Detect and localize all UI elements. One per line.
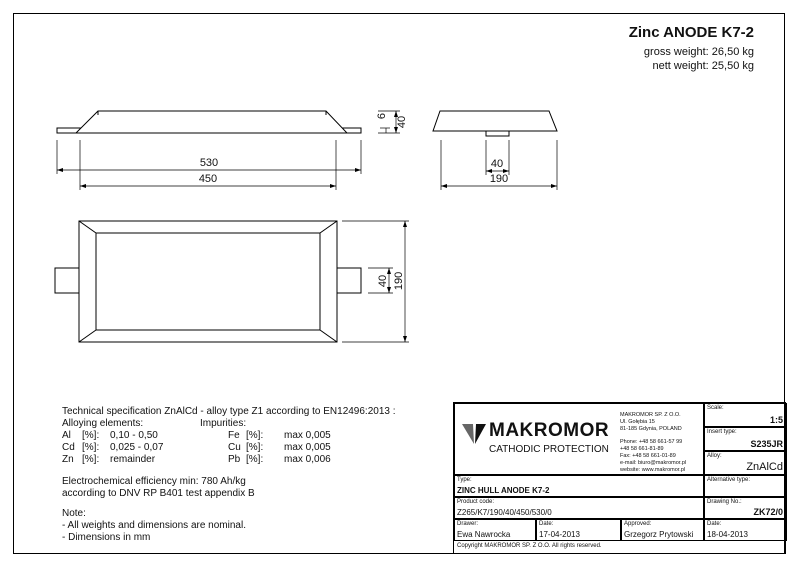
alloy-cell <box>704 451 787 475</box>
copyright: Copyright MAKROMOR SP. Z O.O. All rights reserved. <box>457 543 602 549</box>
date-drawn-value: 17-04-2013 <box>539 530 580 539</box>
dim-450: 450 <box>198 173 218 185</box>
impurities-label: Impurities: <box>200 418 247 429</box>
dim-plan-40: 40 <box>377 274 389 288</box>
alloy-label: Alloy: <box>707 453 722 459</box>
side-view <box>57 111 361 133</box>
alloy-al-el: Al <box>62 430 71 441</box>
drawer-label: Drawer: <box>457 521 479 527</box>
note-line-2: - Dimensions in mm <box>62 532 151 543</box>
product-code-label: Product code: <box>457 499 495 505</box>
makromor-logo-icon <box>461 422 487 446</box>
dim-end-190: 190 <box>489 173 509 185</box>
date-drawn-cell <box>536 519 621 541</box>
dim-530: 530 <box>199 157 219 169</box>
drawing-no-label: Drawing No.: <box>707 499 742 505</box>
gross-weight: gross weight: 26,50 kg <box>643 46 754 58</box>
title-block <box>453 402 786 554</box>
alloy-al-unit: [%]: <box>82 430 100 441</box>
imp-pb-el: Pb <box>228 454 241 465</box>
drawer-value: Ewa Nawrocka <box>457 530 511 539</box>
scale-cell <box>704 403 787 427</box>
nett-weight: nett weight: 25,50 kg <box>652 60 754 72</box>
date-approved-value: 18-04-2013 <box>707 530 748 539</box>
type-value: ZINC HULL ANODE K7-2 <box>457 486 550 495</box>
imp-pb-unit: [%]: <box>246 454 264 465</box>
drawer-cell <box>454 519 536 541</box>
approved-value: Grzegorz Prytowski <box>624 530 694 539</box>
fax-line: Fax: +48 58 661-01-89 <box>620 453 676 459</box>
alloy-al-val: 0,10 - 0,50 <box>110 430 158 441</box>
dim-side-40: 40 <box>396 115 408 129</box>
logo-cell <box>454 403 704 475</box>
imp-cu-val: max 0,005 <box>284 442 331 453</box>
address-line-1: Ul. Gołębia 15 <box>620 419 655 425</box>
approved-cell <box>621 519 704 541</box>
efficiency-line-2: according to DNV RP B401 test appendix B <box>62 488 255 499</box>
alt-type-cell <box>704 475 787 497</box>
imp-cu-el: Cu <box>228 442 241 453</box>
note-heading: Note: <box>62 508 86 519</box>
imp-cu-unit: [%]: <box>246 442 264 453</box>
scale-label: Scale: <box>707 405 724 411</box>
product-code-value: Z265/K7/190/40/450/530/0 <box>457 508 552 517</box>
dim-side-6: 6 <box>376 112 388 120</box>
alloy-zn-el: Zn <box>62 454 74 465</box>
imp-fe-el: Fe <box>228 430 240 441</box>
company-name: MAKROMOR SP. Z O.O. <box>620 412 681 418</box>
end-view <box>433 111 557 136</box>
type-cell <box>454 475 704 497</box>
date-drawn-label: Date: <box>539 521 554 527</box>
date-approved-cell <box>704 519 787 541</box>
address-line-2: 81-185 Gdynia, POLAND <box>620 426 682 432</box>
type-label: Type: <box>457 477 472 483</box>
dim-end-40: 40 <box>490 158 504 170</box>
alloying-label: Alloying elements: <box>62 418 144 429</box>
insert-cell <box>704 427 787 451</box>
date-approved-label: Date: <box>707 521 722 527</box>
imp-pb-val: max 0,006 <box>284 454 331 465</box>
website-line: website: www.makromor.pl <box>620 467 686 473</box>
company-address <box>620 412 686 474</box>
product-code-cell <box>454 497 704 519</box>
alloy-value: ZnAlCd <box>746 461 783 473</box>
brand-name: MAKROMOR <box>489 420 610 441</box>
scale-value: 1:5 <box>769 415 783 425</box>
approved-label: Approved: <box>624 521 652 527</box>
efficiency-line-1: Electrochemical efficiency min: 780 Ah/kg <box>62 476 246 487</box>
alt-type-label: Alternative type: <box>707 477 751 483</box>
alloy-cd-el: Cd <box>62 442 75 453</box>
insert-label: Insert type: <box>707 429 737 435</box>
imp-fe-val: max 0,005 <box>284 430 331 441</box>
alloy-cd-unit: [%]: <box>82 442 100 453</box>
phone-line-2: +48 58 661-81-89 <box>620 446 664 452</box>
drawing-no-value: ZK72/0 <box>753 507 783 517</box>
plan-view <box>55 221 361 342</box>
phone-line-1: Phone: +48 58 661-57 99 <box>620 439 683 445</box>
brand-division: CATHODIC PROTECTION <box>489 444 609 455</box>
dim-plan-190: 190 <box>393 271 405 291</box>
alloy-zn-unit: [%]: <box>82 454 100 465</box>
alloy-zn-val: remainder <box>110 454 156 465</box>
drawing-title: Zinc ANODE K7-2 <box>628 24 754 41</box>
drawing-no-cell <box>704 497 787 519</box>
email-line: e-mail: biuro@makromor.pl <box>620 460 687 466</box>
alloy-cd-val: 0,025 - 0,07 <box>110 442 164 453</box>
note-line-1: - All weights and dimensions are nominal. <box>62 520 246 531</box>
imp-fe-unit: [%]: <box>246 430 264 441</box>
spec-heading: Technical specification ZnAlCd - alloy type Z1 according to EN12496:2013 : <box>62 406 396 417</box>
insert-value: S235JR <box>750 439 783 449</box>
